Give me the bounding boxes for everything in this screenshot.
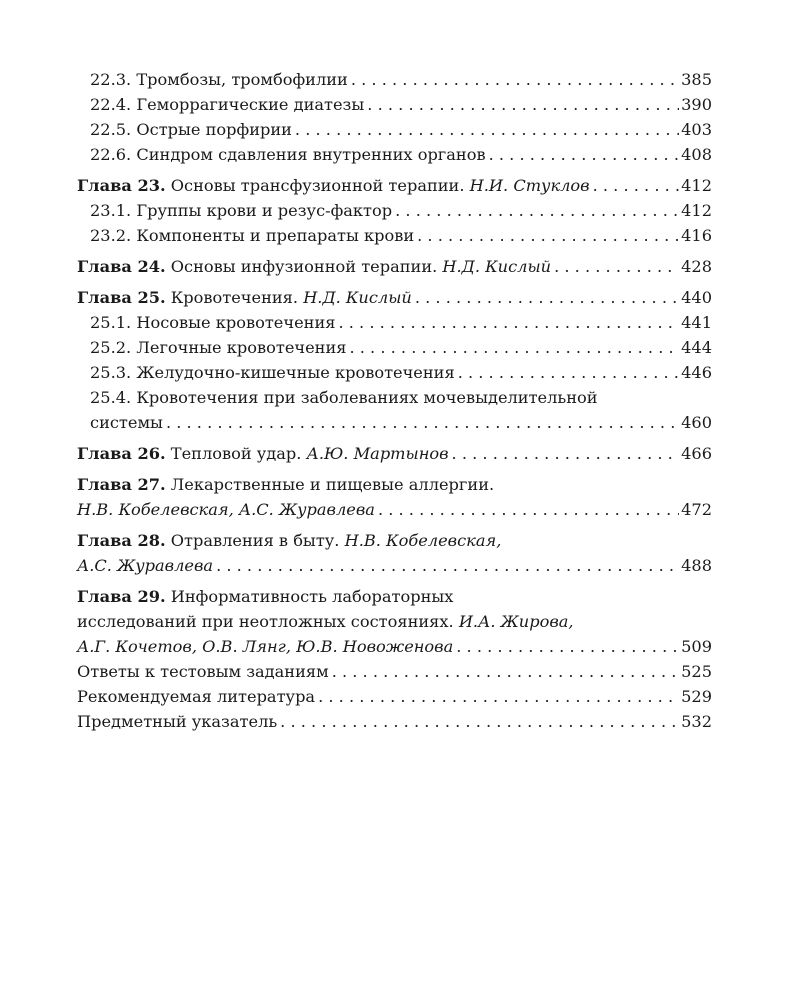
toc-literature[interactable]	[77, 684, 712, 709]
section-number: 22.4.	[90, 95, 132, 114]
page-number: 385	[681, 70, 712, 89]
page-number: 428	[681, 257, 712, 276]
section-title: Компоненты и препараты крови	[136, 226, 415, 245]
toc-answers[interactable]	[77, 659, 712, 684]
page-number: 488	[681, 556, 712, 575]
dot-leader	[417, 223, 679, 248]
toc-chapter-24[interactable]	[77, 254, 712, 279]
dot-leader	[593, 173, 680, 198]
chapter-authors-line1: И.А. Жирова,	[458, 612, 574, 631]
chapter-authors-line2: А.Г. Кочетов, О.В. Лянг, Ю.В. Новоженова	[77, 637, 454, 656]
section-number: 22.3.	[90, 70, 132, 89]
toc-chapter-25[interactable]	[77, 285, 712, 310]
table-of-contents	[77, 67, 712, 734]
page-number: 472	[681, 500, 712, 519]
entry-title: Ответы к тестовым заданиям	[77, 662, 329, 681]
dot-leader	[395, 198, 679, 223]
chapter-authors-line2: А.С. Журавлева	[77, 556, 214, 575]
dot-leader	[489, 142, 680, 167]
section-number: 25.4.	[90, 388, 132, 407]
section-number: 23.2.	[90, 226, 132, 245]
section-title: Геморрагические диатезы	[136, 95, 365, 114]
chapter-title-line1: Информативность лабораторных	[170, 587, 454, 606]
chapter-title: Основы трансфузионной терапии.	[170, 176, 465, 195]
page-number: 408	[681, 145, 712, 164]
dot-leader	[452, 441, 680, 466]
section-title: Легочные кровотечения	[136, 338, 347, 357]
page-number: 403	[681, 120, 712, 139]
page-number: 440	[681, 288, 712, 307]
dot-leader	[318, 684, 679, 709]
toc-index[interactable]	[77, 709, 712, 734]
page-number: 412	[681, 201, 712, 220]
section-number: 25.2.	[90, 338, 132, 357]
section-title: Синдром сдавления внутренних органов	[136, 145, 486, 164]
chapter-number: Глава 26.	[77, 444, 166, 463]
dot-leader	[332, 659, 679, 684]
dot-leader	[166, 410, 679, 435]
page-number: 532	[681, 712, 712, 731]
chapter-title: Тепловой удар.	[170, 444, 302, 463]
chapter-number: Глава 24.	[77, 257, 166, 276]
toc-chapter-28[interactable]	[77, 528, 712, 578]
entry-title: Рекомендуемая литература	[77, 687, 316, 706]
section-number: 25.3.	[90, 363, 132, 382]
chapter-number: Глава 25.	[77, 288, 166, 307]
section-title: Носовые кровотечения	[136, 313, 336, 332]
dot-leader	[415, 285, 679, 310]
toc-entry-25-3[interactable]	[77, 360, 712, 385]
chapter-authors: Н.Д. Кислый	[303, 288, 412, 307]
section-title-line1: Кровотечения при заболеваниях мочевыделительной	[136, 388, 598, 407]
toc-chapter-27[interactable]	[77, 472, 712, 522]
page-number: 416	[681, 226, 712, 245]
page-number: 390	[681, 95, 712, 114]
dot-leader	[456, 634, 679, 659]
chapter-authors: Н.И. Стуклов	[469, 176, 590, 195]
toc-entry-22-4[interactable]	[77, 92, 712, 117]
toc-entry-25-2[interactable]	[77, 335, 712, 360]
toc-chapter-29[interactable]	[77, 584, 712, 659]
toc-entry-22-5[interactable]	[77, 117, 712, 142]
dot-leader	[349, 335, 679, 360]
chapter-title: Основы инфузионной терапии.	[170, 257, 438, 276]
page-number: 509	[681, 637, 712, 656]
dot-leader	[378, 497, 679, 522]
dot-leader	[280, 709, 679, 734]
page-number: 444	[681, 338, 712, 357]
page-number: 529	[681, 687, 712, 706]
chapter-title: Кровотечения.	[170, 288, 299, 307]
toc-chapter-23[interactable]	[77, 173, 712, 198]
section-title: Тромбозы, тромбофилии	[136, 70, 348, 89]
chapter-authors: Н.Д. Кислый	[442, 257, 552, 276]
chapter-number: Глава 27.	[77, 475, 166, 494]
dot-leader	[458, 360, 679, 385]
dot-leader	[554, 254, 679, 279]
section-number: 25.1.	[90, 313, 132, 332]
toc-entry-23-2[interactable]	[77, 223, 712, 248]
section-title-line2: системы	[90, 413, 163, 432]
dot-leader	[295, 117, 679, 142]
toc-entry-25-4[interactable]	[77, 385, 712, 435]
toc-entry-25-1[interactable]	[77, 310, 712, 335]
toc-entry-22-6[interactable]	[77, 142, 712, 167]
chapter-number: Глава 23.	[77, 176, 166, 195]
chapter-number: Глава 29.	[77, 587, 166, 606]
page-number: 441	[681, 313, 712, 332]
section-title: Группы крови и резус-фактор	[136, 201, 393, 220]
page-number: 446	[681, 363, 712, 382]
page-number: 460	[681, 413, 712, 432]
section-title: Острые порфирии	[136, 120, 292, 139]
section-number: 23.1.	[90, 201, 132, 220]
toc-entry-22-3[interactable]	[77, 67, 712, 92]
dot-leader	[351, 67, 679, 92]
toc-entry-23-1[interactable]	[77, 198, 712, 223]
page-number: 525	[681, 662, 712, 681]
entry-title: Предметный указатель	[77, 712, 278, 731]
section-number: 22.5.	[90, 120, 132, 139]
dot-leader	[338, 310, 679, 335]
chapter-authors-line1: Н.В. Кобелевская,	[344, 531, 502, 550]
chapter-title-line2: исследований при неотложных состояниях.	[77, 612, 454, 631]
dot-leader	[367, 92, 679, 117]
dot-leader	[216, 553, 679, 578]
chapter-title: Отравления в быту.	[170, 531, 340, 550]
section-number: 22.6.	[90, 145, 132, 164]
chapter-number: Глава 28.	[77, 531, 166, 550]
page-number: 466	[681, 444, 712, 463]
toc-chapter-26[interactable]	[77, 441, 712, 466]
chapter-authors: А.Ю. Мартынов	[306, 444, 449, 463]
section-title: Желудочно-кишечные кровотечения	[136, 363, 455, 382]
page-number: 412	[681, 176, 712, 195]
chapter-authors: Н.В. Кобелевская, А.С. Журавлева	[77, 500, 375, 519]
chapter-title: Лекарственные и пищевые аллергии.	[170, 475, 495, 494]
